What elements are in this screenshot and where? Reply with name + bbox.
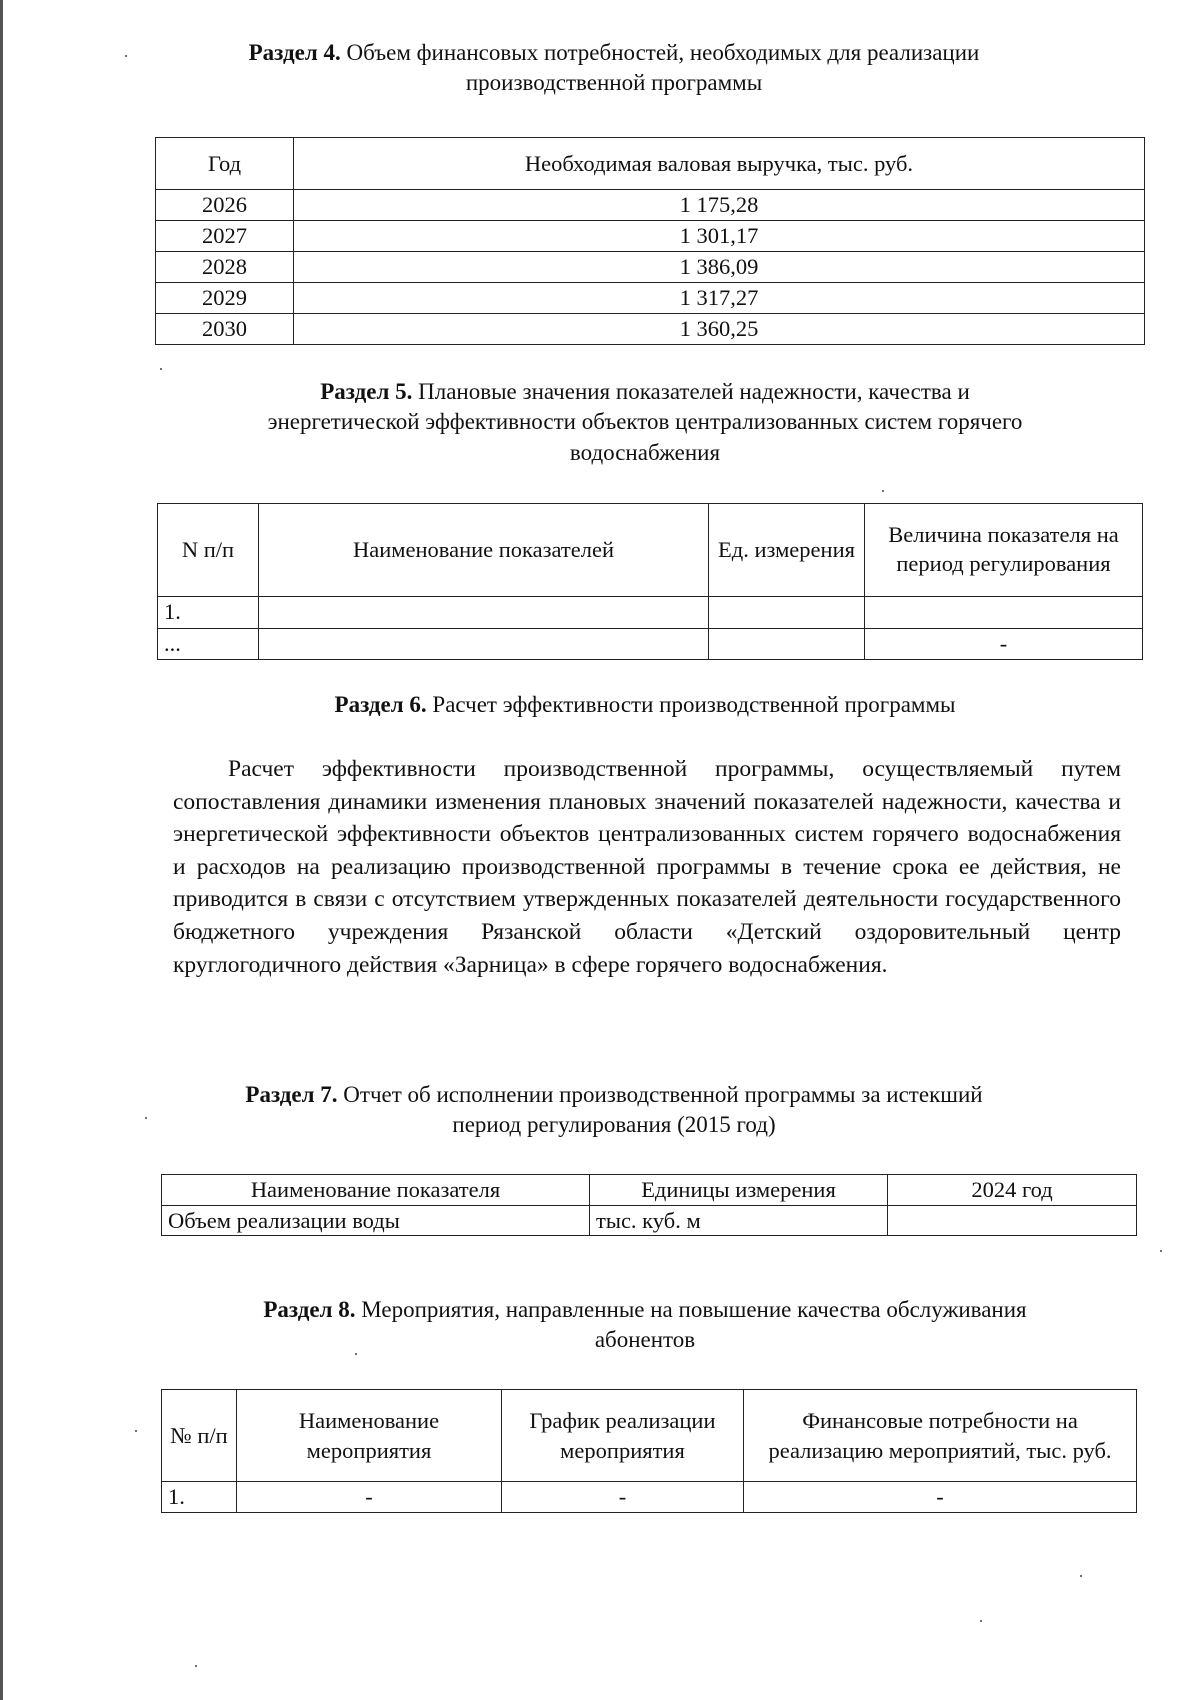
- name-cell: [259, 629, 709, 660]
- section5-table: [157, 503, 1143, 660]
- unit-cell: тыс. куб. м: [590, 1205, 888, 1236]
- value-cell: 1 317,27: [294, 283, 1145, 314]
- name-cell: Объем реализации воды: [162, 1205, 590, 1236]
- value-cell: 1 301,17: [294, 221, 1145, 252]
- scan-speck: [160, 368, 162, 370]
- header-indicator-name: Наименование показателей: [259, 504, 709, 597]
- section5-title-line1: Плановые значения показателей надежности, качества и: [418, 379, 970, 404]
- section4-title-line1: Объем финансовых потребностей, необходимых для реализации: [346, 40, 980, 65]
- scan-speck: [1160, 1250, 1162, 1252]
- table-row: [156, 314, 1145, 345]
- year-cell: 2030: [156, 314, 294, 345]
- header-schedule: График реализации мероприятия: [502, 1390, 744, 1482]
- header-year: 2024 год: [888, 1175, 1137, 1206]
- section6-paragraph: Расчет эффективности производственной программы, осуществляемый путем сопоставления динамики изменения плановых значений показателей надежности, качества и энергетической эффективности объектов централизованных систем горячего водоснабжения и расходов на реализацию производственной программы в течение срока ее действия, не приводится в связи с отсутствием утвержденных показателей деятельности государственного бюджетного учреждения Рязанской области «Детский оздоровительный центр круглогодичного действия «Зарница» в сфере горячего водоснабжения.: [173, 756, 1121, 978]
- section7-table: [161, 1174, 1137, 1236]
- section5-label: Раздел 5.: [320, 379, 413, 404]
- scan-speck: [1080, 1575, 1082, 1577]
- scan-edge-line: [0, 0, 3, 1700]
- section7-heading: [140, 1080, 1088, 1141]
- table-row: [156, 252, 1145, 283]
- section5-heading: [155, 377, 1135, 468]
- section6-label: Раздел 6.: [334, 692, 427, 717]
- scan-speck: [145, 1117, 147, 1119]
- header-finance: Финансовые потребности на реализацию мероприятий, тыс. руб.: [744, 1390, 1137, 1482]
- section4-label: Раздел 4.: [248, 40, 341, 65]
- section8-title-line1: Мероприятия, направленные на повышение качества обслуживания: [361, 1297, 1027, 1322]
- section8-table: [161, 1389, 1137, 1513]
- year-cell: 2028: [156, 252, 294, 283]
- unit-cell: [709, 597, 865, 629]
- header-unit: Единицы измерения: [590, 1175, 888, 1206]
- value-cell: [865, 597, 1143, 629]
- section5-title-line3: водоснабжения: [569, 439, 721, 465]
- table-row: [156, 221, 1145, 252]
- section8-heading: [155, 1295, 1135, 1356]
- table-row: [162, 1205, 1137, 1236]
- scan-speck: [882, 490, 884, 492]
- section4-heading: [140, 38, 1088, 99]
- name-cell: [259, 597, 709, 629]
- header-indicator-name: Наименование показателя: [162, 1175, 590, 1206]
- scan-speck: [195, 1665, 197, 1667]
- unit-cell: [709, 629, 865, 660]
- value-cell: 1 386,09: [294, 252, 1145, 283]
- name-cell: -: [237, 1482, 502, 1513]
- header-year: Год: [156, 138, 294, 190]
- scan-speck: [125, 55, 127, 57]
- header-unit: Ед. измерения: [709, 504, 865, 597]
- finance-cell: -: [744, 1482, 1137, 1513]
- section6-heading: [155, 690, 1135, 720]
- table-row: [156, 283, 1145, 314]
- table-row: [158, 597, 1143, 629]
- section7-label: Раздел 7.: [245, 1082, 338, 1107]
- section5-title-line2: энергетической эффективности объектов централизованных систем горячего: [267, 409, 1023, 435]
- section8-label: Раздел 8.: [263, 1297, 356, 1322]
- section6-title: Расчет эффективности производственной программы: [432, 692, 956, 717]
- header-num: N п/п: [158, 504, 259, 597]
- schedule-cell: -: [502, 1482, 744, 1513]
- section7-title-line1: Отчет об исполнении производственной программы за истекший: [343, 1082, 983, 1107]
- section4-table: [155, 137, 1145, 345]
- table-row: [158, 629, 1143, 660]
- scan-speck: [980, 1620, 982, 1622]
- header-indicator-value: Величина показателя на период регулирования: [865, 504, 1143, 597]
- value-cell: -: [865, 629, 1143, 660]
- table-row: [156, 190, 1145, 221]
- num-cell: 1.: [162, 1482, 237, 1513]
- header-revenue: Необходимая валовая выручка, тыс. руб.: [294, 138, 1145, 190]
- table-row: [162, 1482, 1137, 1513]
- section7-title-line2: период регулирования (2015 год): [452, 1112, 776, 1138]
- header-event-name: Наименование мероприятия: [237, 1390, 502, 1482]
- section4-title-line2: производственной программы: [465, 70, 763, 96]
- section8-title-line2: абонентов: [594, 1327, 696, 1353]
- value-cell: 1 360,25: [294, 314, 1145, 345]
- num-cell: 1.: [158, 597, 259, 629]
- num-cell: ...: [158, 629, 259, 660]
- scan-speck: [135, 1430, 137, 1432]
- value-cell: [888, 1205, 1137, 1236]
- scan-speck: [355, 1353, 357, 1355]
- year-cell: 2029: [156, 283, 294, 314]
- value-cell: 1 175,28: [294, 190, 1145, 221]
- year-cell: 2027: [156, 221, 294, 252]
- year-cell: 2026: [156, 190, 294, 221]
- header-num: № п/п: [162, 1390, 237, 1482]
